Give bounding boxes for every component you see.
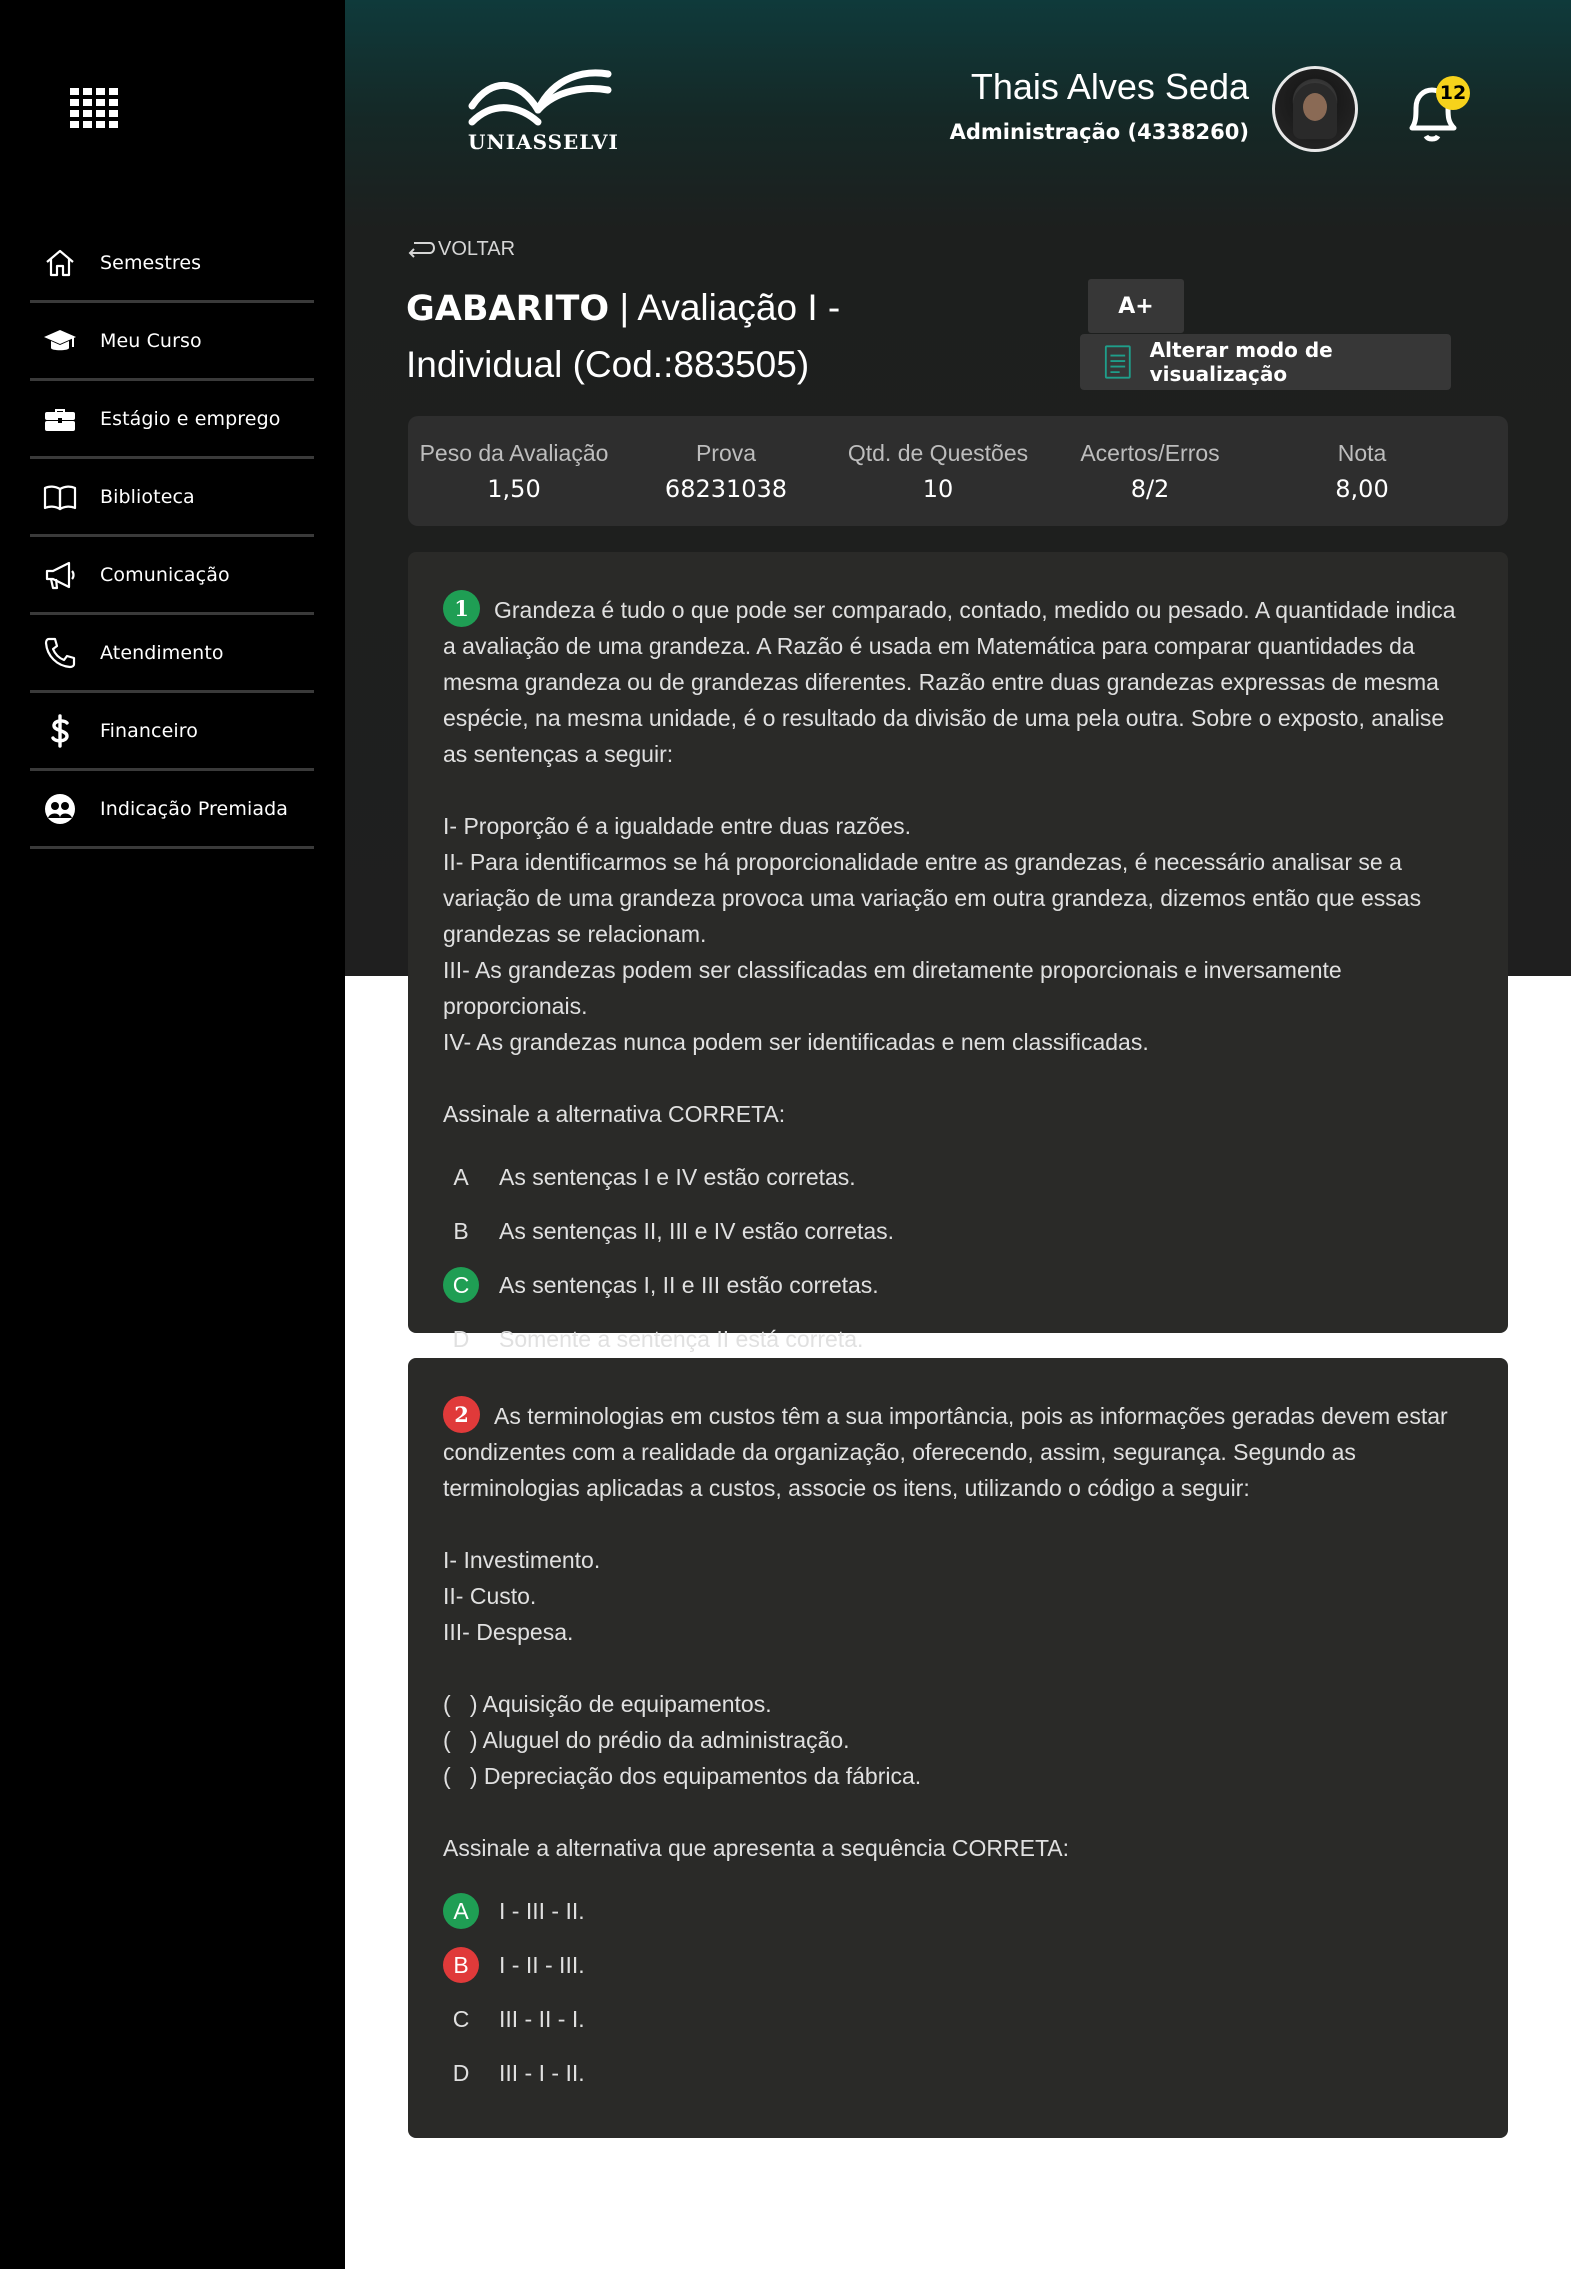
option-text: Somente a sentença II está correta. — [499, 1325, 864, 1352]
option-letter: A — [453, 1163, 469, 1190]
sidebar-item-label: Meu Curso — [100, 329, 202, 352]
sidebar-item-label: Estágio e emprego — [100, 407, 281, 430]
question-text — [443, 592, 1472, 1132]
sidebar-item-comunicacao[interactable] — [30, 537, 314, 615]
stat-label: Nota — [1337, 440, 1387, 466]
stat-questoes — [832, 416, 1044, 526]
option-text: III - I - II. — [499, 2059, 585, 2086]
stat-value: 10 — [922, 475, 954, 503]
sidebar-item-indicacao-premiada[interactable] — [30, 771, 314, 849]
sidebar-item-label: Biblioteca — [100, 485, 195, 508]
question-number-badge: 2 — [443, 1396, 480, 1433]
stat-acertos-erros — [1044, 416, 1256, 526]
back-link[interactable] — [406, 238, 515, 261]
title-rest: | Avaliação I - Individual (Cod.:883505) — [406, 287, 841, 385]
sidebar-item-estagio[interactable] — [30, 381, 314, 459]
stat-label: Peso da Avaliação — [419, 440, 609, 466]
stat-label: Qtd. de Questões — [847, 440, 1029, 466]
option-text: As sentenças I, II e III estão corretas. — [499, 1271, 879, 1298]
page-title — [406, 280, 1006, 393]
option-text: I - III - II. — [499, 1897, 585, 1924]
book-icon — [42, 479, 78, 515]
phone-icon — [42, 635, 78, 671]
question-text — [443, 1398, 1472, 1866]
stat-peso — [408, 416, 620, 526]
option-text: III - II - I. — [499, 2005, 585, 2032]
option-d[interactable] — [443, 2046, 1472, 2100]
question-body: As terminologias em custos têm a sua importância, pois as informações geradas devem estar condizentes com a realidade da organização, oferecendo, assim, segurança. Segundo as terminologias aplicadas a custos, associe os itens, utilizando o código a seguir: I- Investimento. II- Custo. III- Despesa. ( ) Aquisição de equipamentos. ( ) Aluguel do prédio da administração. ( ) Depreciação dos equipamentos da fábrica. Assinale a alternativa que apresenta a sequência CORRETA: — [443, 1403, 1448, 1861]
avatar[interactable] — [1272, 66, 1358, 152]
option-c[interactable] — [443, 1992, 1472, 2046]
stat-value: 68231038 — [664, 475, 788, 503]
sidebar-item-atendimento[interactable] — [30, 615, 314, 693]
options-list — [443, 1884, 1472, 2100]
stat-value: 8,00 — [1335, 475, 1389, 503]
sidebar-item-semestres[interactable] — [30, 225, 314, 303]
sidebar-item-label: Comunicação — [100, 563, 230, 586]
stat-prova — [620, 416, 832, 526]
back-label: VOLTAR — [438, 238, 516, 260]
option-letter-correct: C — [443, 1267, 479, 1303]
document-icon — [1104, 343, 1132, 381]
logo-text: UNIASSELVI — [468, 130, 619, 154]
dollar-icon — [42, 713, 78, 749]
sidebar — [0, 0, 345, 2269]
option-text: As sentenças II, III e IV estão corretas. — [499, 1217, 895, 1244]
option-letter-wrong: B — [443, 1947, 479, 1983]
option-b[interactable] — [443, 1204, 1472, 1258]
megaphone-icon — [42, 557, 78, 593]
option-letter: C — [452, 2005, 470, 2032]
sidebar-item-label: Indicação Premiada — [100, 797, 288, 820]
notification-badge: 12 — [1436, 76, 1470, 110]
option-letter: D — [452, 2059, 470, 2086]
graduation-cap-icon — [42, 323, 78, 359]
sidebar-nav — [30, 225, 314, 849]
briefcase-icon — [42, 401, 78, 437]
title-bold: GABARITO — [406, 289, 610, 329]
question-card-2 — [408, 1358, 1508, 2138]
option-text: I - II - III. — [499, 1951, 585, 1978]
option-a[interactable] — [443, 1150, 1472, 1204]
stat-label: Prova — [695, 440, 757, 466]
sidebar-item-label: Semestres — [100, 251, 202, 274]
sidebar-item-financeiro[interactable] — [30, 693, 314, 771]
user-course: Administração (4338260) — [949, 120, 1249, 144]
option-letter: D — [452, 1325, 470, 1352]
question-number-badge: 1 — [443, 590, 480, 627]
stat-value: 8/2 — [1130, 475, 1170, 503]
question-card-1 — [408, 552, 1508, 1352]
sidebar-item-label: Atendimento — [100, 641, 224, 664]
user-name: Thais Alves Seda — [970, 66, 1249, 107]
question-body: Grandeza é tudo o que pode ser comparado, contado, medido ou pesado. A quantidade indica a avaliação de uma grandeza. A Razão é usada em Matemática para comparar quantidades da mesma grandeza ou de grandezas diferentes. Razão entre duas grandezas expressas de mesma espécie, na mesma unidade, é o resultado da divisão de uma pela outra. Sobre o exposto, analise as sentenças a seguir: I- Proporção é a igualdade entre duas razões. II- Para identificarmos se há proporcionalidade entre as grandezas, é necessário analisar se a variação de uma grandeza provoca uma variação em outra grandeza, dizemos então que essas grandezas se relacionam. III- As grandezas podem ser classificadas em diretamente proporcionais e inversamente proporcionais. IV- As grandezas nunca podem ser identificadas e nem classificadas. Assinale a alternativa CORRETA: — [443, 597, 1456, 1127]
people-icon — [42, 791, 78, 827]
option-letter-correct: A — [443, 1893, 479, 1929]
view-mode-button[interactable] — [1080, 334, 1451, 390]
stat-value: 1,50 — [487, 475, 541, 503]
options-list — [443, 1150, 1472, 1366]
option-c[interactable] — [443, 1258, 1472, 1312]
increase-font-button[interactable]: A+ — [1088, 279, 1184, 333]
home-icon — [42, 245, 78, 281]
back-arrow-icon — [406, 239, 436, 261]
sidebar-item-biblioteca[interactable] — [30, 459, 314, 537]
stat-nota — [1256, 416, 1468, 526]
sidebar-item-label: Financeiro — [100, 719, 198, 742]
stats-bar — [408, 416, 1508, 526]
option-letter: B — [453, 1217, 469, 1244]
option-text: As sentenças I e IV estão corretas. — [499, 1163, 856, 1190]
apps-grid-icon[interactable] — [70, 88, 118, 128]
option-a[interactable] — [443, 1884, 1472, 1938]
option-b[interactable] — [443, 1938, 1472, 1992]
stat-label: Acertos/Erros — [1080, 440, 1220, 466]
sidebar-item-meu-curso[interactable] — [30, 303, 314, 381]
view-mode-label: Alterar modo de visualização — [1149, 338, 1333, 386]
